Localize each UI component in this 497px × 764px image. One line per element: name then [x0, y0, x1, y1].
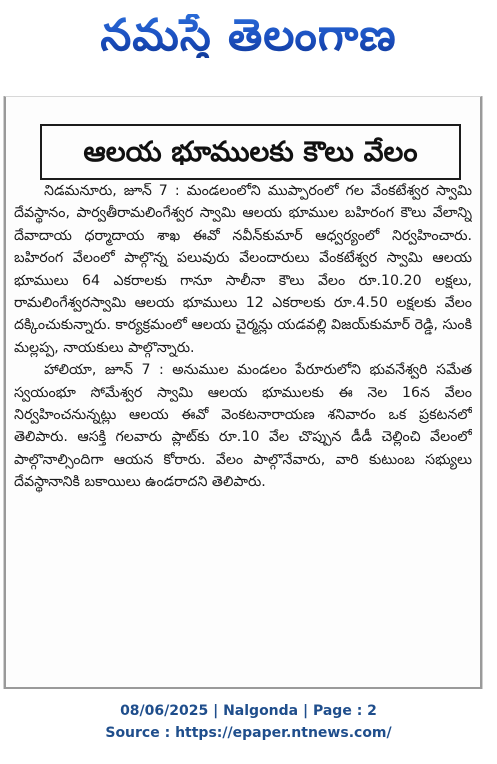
masthead	[0, 0, 497, 72]
footer-source: Source : https://epaper.ntnews.com/	[105, 725, 392, 741]
article-headline: ఆలయ భూములకు కౌలు వేలం	[83, 135, 418, 168]
footer-date-edition: 08/06/2025 | Nalgonda | Page : 2	[120, 703, 377, 719]
footer	[0, 700, 497, 744]
article-paragraph-2: హాలియా, జూన్ 7 : అనుముల మండలం పేరూరులోని భువనేశ్వరి సమేత స్వయంభూ సోమేశ్వర స్వామి ఆలయ భూములకు ఈ నెల 16న వేలం నిర్వహించనున్నట్లు ఆలయ ఈవో వెంకటనారాయణ శనివారం ఒక ప్రకటనలో తెలిపారు. ఆసక్తి గలవారు ప్లాట్‌కు రూ.10 వేల చొప్పున డీడీ చెల్లించి వేలంలో పాల్గొనాల్సిందిగా ఆయన కోరారు. వేలం పాల్గొనేవారు, వారి కుటుంబ సభ్యులు దేవస్థానానికి బకాయిలు ఉండరాదని తెలిపారు.	[14, 362, 472, 491]
article-body	[14, 180, 472, 660]
headline-box	[40, 124, 461, 180]
article-paragraph-1: నిడమనూరు, జూన్ 7 : మండలంలోని ముప్పారంలో గల వేంకటేశ్వర స్వామి దేవస్థానం, పార్వతీరామలింగేశ్వర స్వామి ఆలయ భూముల బహిరంగ కౌలు వేలాన్ని దేవాదాయ ధర్మాదాయ శాఖ ఈవో నవీన్‌కుమార్ ఆధ్వర్యంలో నిర్వహించారు. బహిరంగ వేలంలో పాల్గొన్న పలువురు వేలందారులు వేంకటేశ్వర స్వామి ఆలయ భూములు 64 ఎకరాలకు గానూ సాలీనా కౌలు వేలం రూ.10.20 లక్షలు, రామలింగేశ్వరస్వామి ఆలయ భూములు 12 ఎకరాలకు రూ.4.50 లక్షలకు వేలం దక్కించుకున్నారు. కార్యక్రమంలో ఆలయ చైర్మన్లు యడవల్లి విజయ్‌కుమార్ రెడ్డి, సుంకి మల్లప్ప, నాయకులు పాల్గొన్నారు.	[14, 183, 472, 356]
masthead-logo: నమస్తే తెలంగాణ	[100, 10, 397, 61]
